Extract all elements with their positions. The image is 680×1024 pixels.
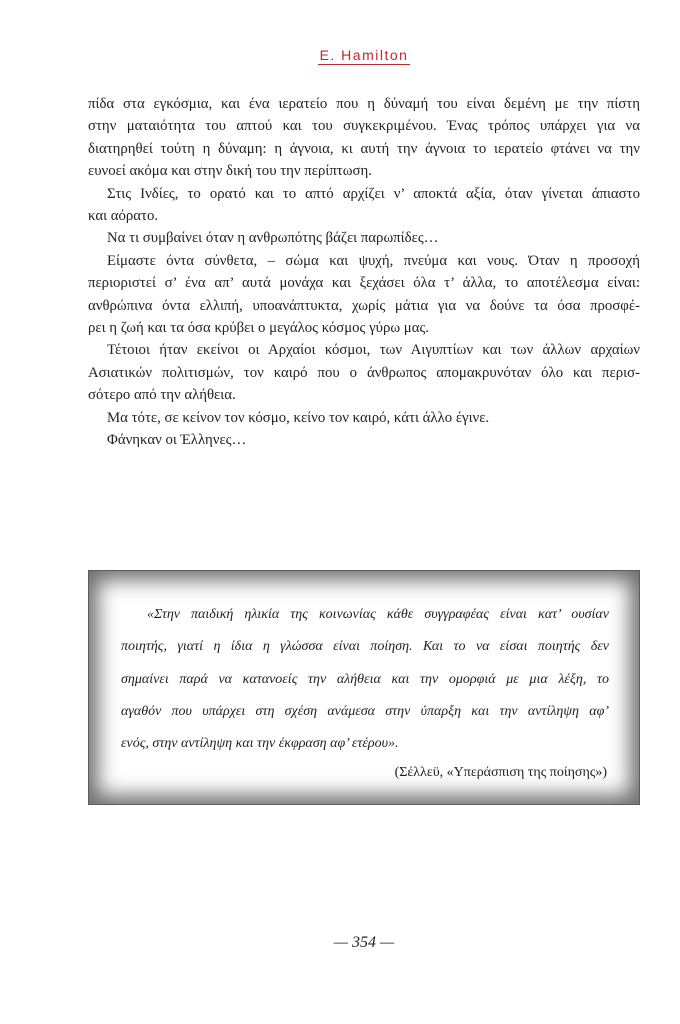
text-line: ευνοεί ακόμα και στην δική του την περίπτωση. (88, 163, 372, 180)
text-line: ρει η ζωή και τα όσα κρύβει ο μεγάλος κόσμος γύρω μας. (88, 320, 430, 337)
paragraph (88, 183, 640, 228)
paragraph (88, 227, 640, 249)
text-line: διατηρηθεί τούτη η δύναμη: η άγνοια, κι αυτή την άγνοια το ιερατείο φτάνει να την (88, 140, 640, 157)
paragraph (88, 339, 640, 406)
text-line: Τέτοιοι ήταν εκείνοι οι Αρχαίοι κόσμοι, των Αιγυπτίων και των άλλων αρχαίων (107, 342, 640, 359)
text-line: περιοριστεί σ’ ένα απ’ αυτά μονάχα και ξεχάσει όλα τ’ άλλα, το αποτέλεσμα είναι: (88, 275, 640, 292)
text-line: Φάνηκαν οι Έλληνες… (107, 432, 247, 449)
text-line: Στις Ινδίες, το ορατό και το απτό αρχίζει ν’ αποκτά αξία, όταν γίνεται άπιαστο (107, 185, 640, 202)
quote-box (88, 570, 640, 805)
quote-line: ενός, στην αντίληψη και την έκφραση αφ’ ετέρου». (121, 736, 399, 752)
quote-line: σημαίνει παρά να κατανοείς την αλήθεια και την ομορφιά με μια λέξη, το (121, 671, 609, 687)
quote-line: αγαθόν που υπάρχει στη σχέση ανάμεσα στην ύπαρξη και την αντίληψη αφ’ (121, 703, 609, 719)
quote-text (121, 599, 609, 760)
paragraph (88, 93, 640, 183)
text-line: Ασιατικών πολιτισμών, τον καιρό που ο άνθρωπος απομακρυνόταν όλο και περισ- (88, 364, 640, 381)
text-line: ανθρώπινα όντα ελλιπή, υποανάπτυκτα, χωρίς μάτια για να δούνε τα όσα προσφέ- (88, 297, 640, 314)
quote-attribution: (Σέλλεϋ, «Υπεράσπιση της ποίησης») (394, 765, 607, 781)
quote-line: «Στην παιδική ηλικία της κοινωνίας κάθε συγγραφέας είναι κατ’ ουσίαν (147, 607, 609, 622)
body-text (88, 93, 640, 452)
text-line: πίδα στα εγκόσμια, και ένα ιερατείο που η δύναμή του είναι δεμένη με την πίστη (88, 96, 640, 112)
text-line: σότερο από την αλήθεια. (88, 387, 236, 404)
page-number: — 354 — (333, 934, 395, 951)
running-head (88, 46, 640, 64)
text-line: στην ματαιότητα του απτού και του συγκεκριμένου. Ένας τρόπος υπάρχει για να (88, 118, 640, 135)
paragraph (88, 407, 640, 429)
text-line: Μα τότε, σε κείνον τον κόσμο, κείνο τον καιρό, κάτι άλλο έγινε. (107, 409, 490, 426)
text-line: Να τι συμβαίνει όταν η ανθρωπότης βάζει παρωπίδες… (107, 230, 439, 247)
running-head-author: E. Hamilton (319, 47, 409, 63)
quote-line: ποιητής, γιατί η ίδια η γλώσσα είναι ποίηση. Και το να είσαι ποιητής δεν (121, 639, 609, 655)
text-line: και αόρατο. (88, 208, 159, 225)
paragraph (88, 429, 640, 451)
text-line: Είμαστε όντα σύνθετα, – σώμα και ψυχή, πνεύμα και νους. Όταν η προσοχή (107, 252, 640, 269)
paragraph (88, 250, 640, 340)
